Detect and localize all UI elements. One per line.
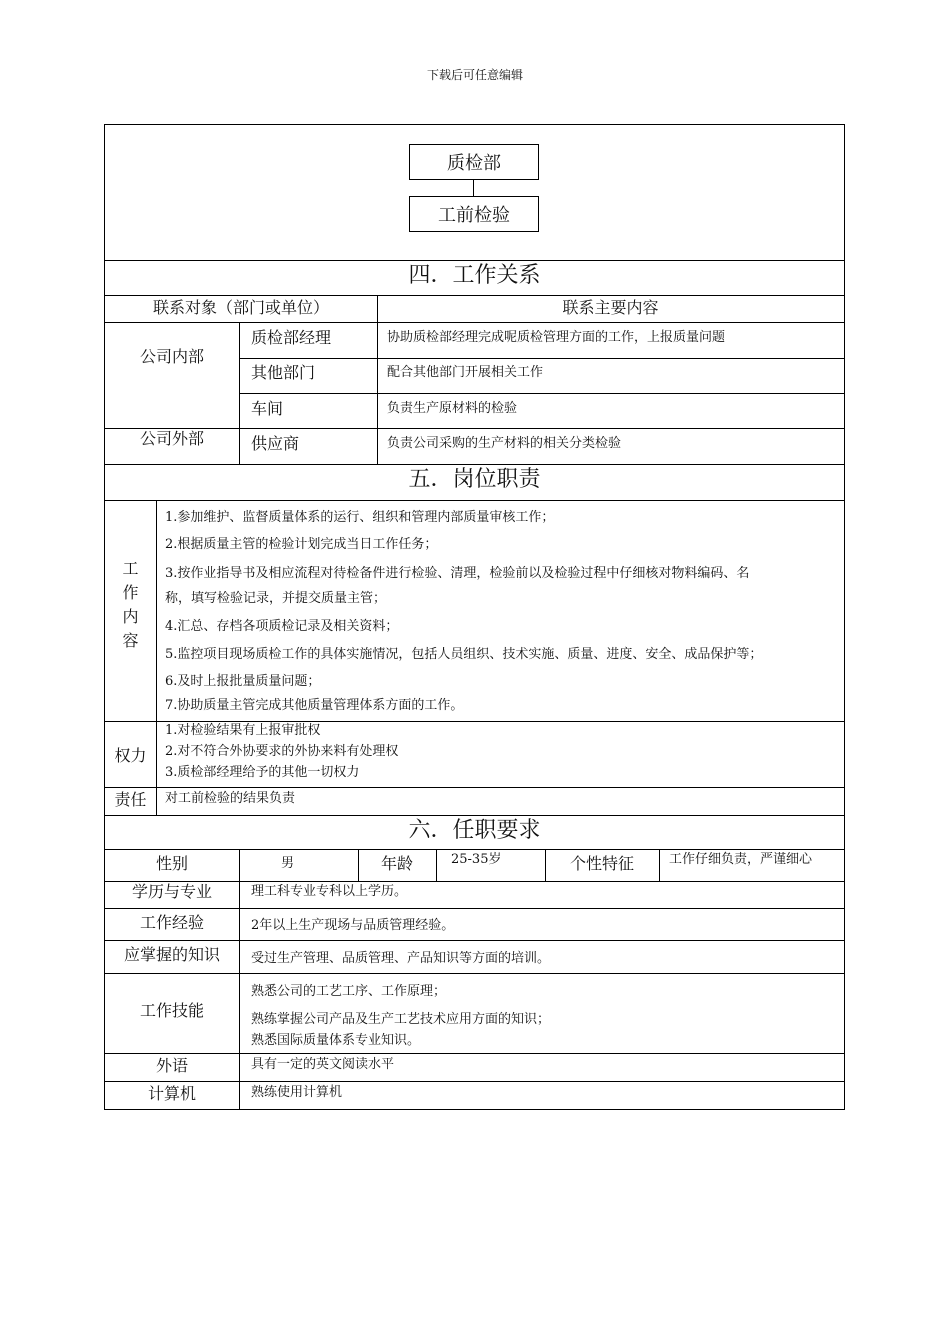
work-item-4: 4.汇总、存档各项质检记录及相关资料；: [165, 619, 399, 634]
col-header-contact-object: 联系对象（部门或单位）: [152, 298, 329, 317]
label-duty: 责任: [114, 790, 147, 809]
content-supplier: 负责公司采购的生产材料的相关分类检验: [387, 436, 622, 451]
section-4-title: 四．工作关系: [408, 263, 541, 288]
job-description-table: [104, 124, 845, 1110]
label-language: 外语: [155, 1056, 188, 1075]
power-item-3: 3.质检部经理给予的其他一切权力: [165, 765, 360, 780]
label-skills: 工作技能: [139, 1001, 204, 1020]
label-external: 公司外部: [139, 429, 204, 448]
value-knowledge: 受过生产管理、品质管理、产品知识等方面的培训。: [251, 951, 551, 966]
work-item-7: 7.协助质量主管完成其他质量管理体系方面的工作。: [165, 698, 464, 713]
value-skill-3: 熟悉国际质量体系专业知识。: [251, 1033, 421, 1048]
value-computer: 熟练使用计算机: [251, 1085, 343, 1100]
value-skill-1: 熟悉公司的工艺工序、工作原理；: [251, 984, 447, 999]
work-item-1: 1.参加维护、监督质量体系的运行、组织和管理内部质量审核工作；: [165, 510, 555, 525]
dept-quality-manager: 质检部经理: [251, 328, 332, 347]
dept-other-departments: 其他部门: [251, 363, 316, 382]
dept-workshop: 车间: [251, 399, 284, 418]
value-gender: 男: [281, 856, 295, 871]
col-header-contact-content: 联系主要内容: [562, 298, 659, 317]
work-item-2: 2.根据质量主管的检验计划完成当日工作任务；: [165, 537, 438, 552]
label-work-content-2: 作: [122, 583, 139, 602]
label-computer: 计算机: [147, 1084, 196, 1103]
value-education: 理工科专业专科以上学历。: [251, 884, 408, 899]
value-skill-2: 熟练掌握公司产品及生产工艺技术应用方面的知识；: [251, 1012, 551, 1027]
content-other-departments: 配合其他部门开展相关工作: [387, 365, 544, 380]
page-header-note: 下载后可任意编辑: [426, 68, 523, 82]
label-age: 年龄: [380, 854, 413, 873]
content-quality-manager: 协助质检部经理完成呢质检管理方面的工作，上报质量问题: [387, 330, 726, 345]
dept-supplier: 供应商: [251, 434, 300, 453]
section-5-title: 五．岗位职责: [408, 467, 541, 492]
label-trait: 个性特征: [569, 854, 634, 873]
label-gender: 性别: [155, 854, 188, 873]
label-power: 权力: [114, 746, 147, 765]
org-box-quality-dept: 质检部: [409, 144, 539, 180]
org-box-pre-inspection: 工前检验: [409, 196, 539, 232]
value-language: 具有一定的英文阅读水平: [251, 1057, 395, 1072]
label-internal: 公司内部: [139, 347, 204, 366]
org-connector-line: [473, 180, 474, 196]
section-6-title: 六．任职要求: [408, 818, 541, 843]
value-age: 25-35岁: [451, 852, 502, 867]
work-item-6: 6.及时上报批量质量问题；: [165, 674, 321, 689]
power-item-2: 2.对不符合外协要求的外协来料有处理权: [165, 744, 399, 759]
label-work-content-3: 内: [122, 607, 139, 626]
label-experience: 工作经验: [139, 913, 204, 932]
work-item-3a: 3.按作业指导书及相应流程对待检备件进行检验、清理，检验前以及检验过程中仔细核对物料编码、名: [165, 566, 750, 581]
value-experience: 2年以上生产现场与品质管理经验。: [251, 918, 455, 933]
duty-text: 对工前检验的结果负责: [165, 791, 296, 806]
label-knowledge: 应掌握的知识: [123, 945, 220, 964]
value-trait: 工作仔细负责，严谨细心: [669, 852, 813, 867]
label-work-content-4: 容: [122, 631, 139, 650]
work-item-3b: 称，填写检验记录，并提交质量主管；: [165, 591, 387, 606]
label-education: 学历与专业: [131, 882, 212, 901]
label-work-content-1: 工: [122, 559, 139, 578]
power-item-1: 1.对检验结果有上报审批权: [165, 723, 321, 738]
work-item-5: 5.监控项目现场质检工作的具体实施情况，包括人员组织、技术实施、质量、进度、安全、成品保护等；: [165, 647, 763, 662]
content-workshop: 负责生产原材料的检验: [387, 401, 518, 416]
